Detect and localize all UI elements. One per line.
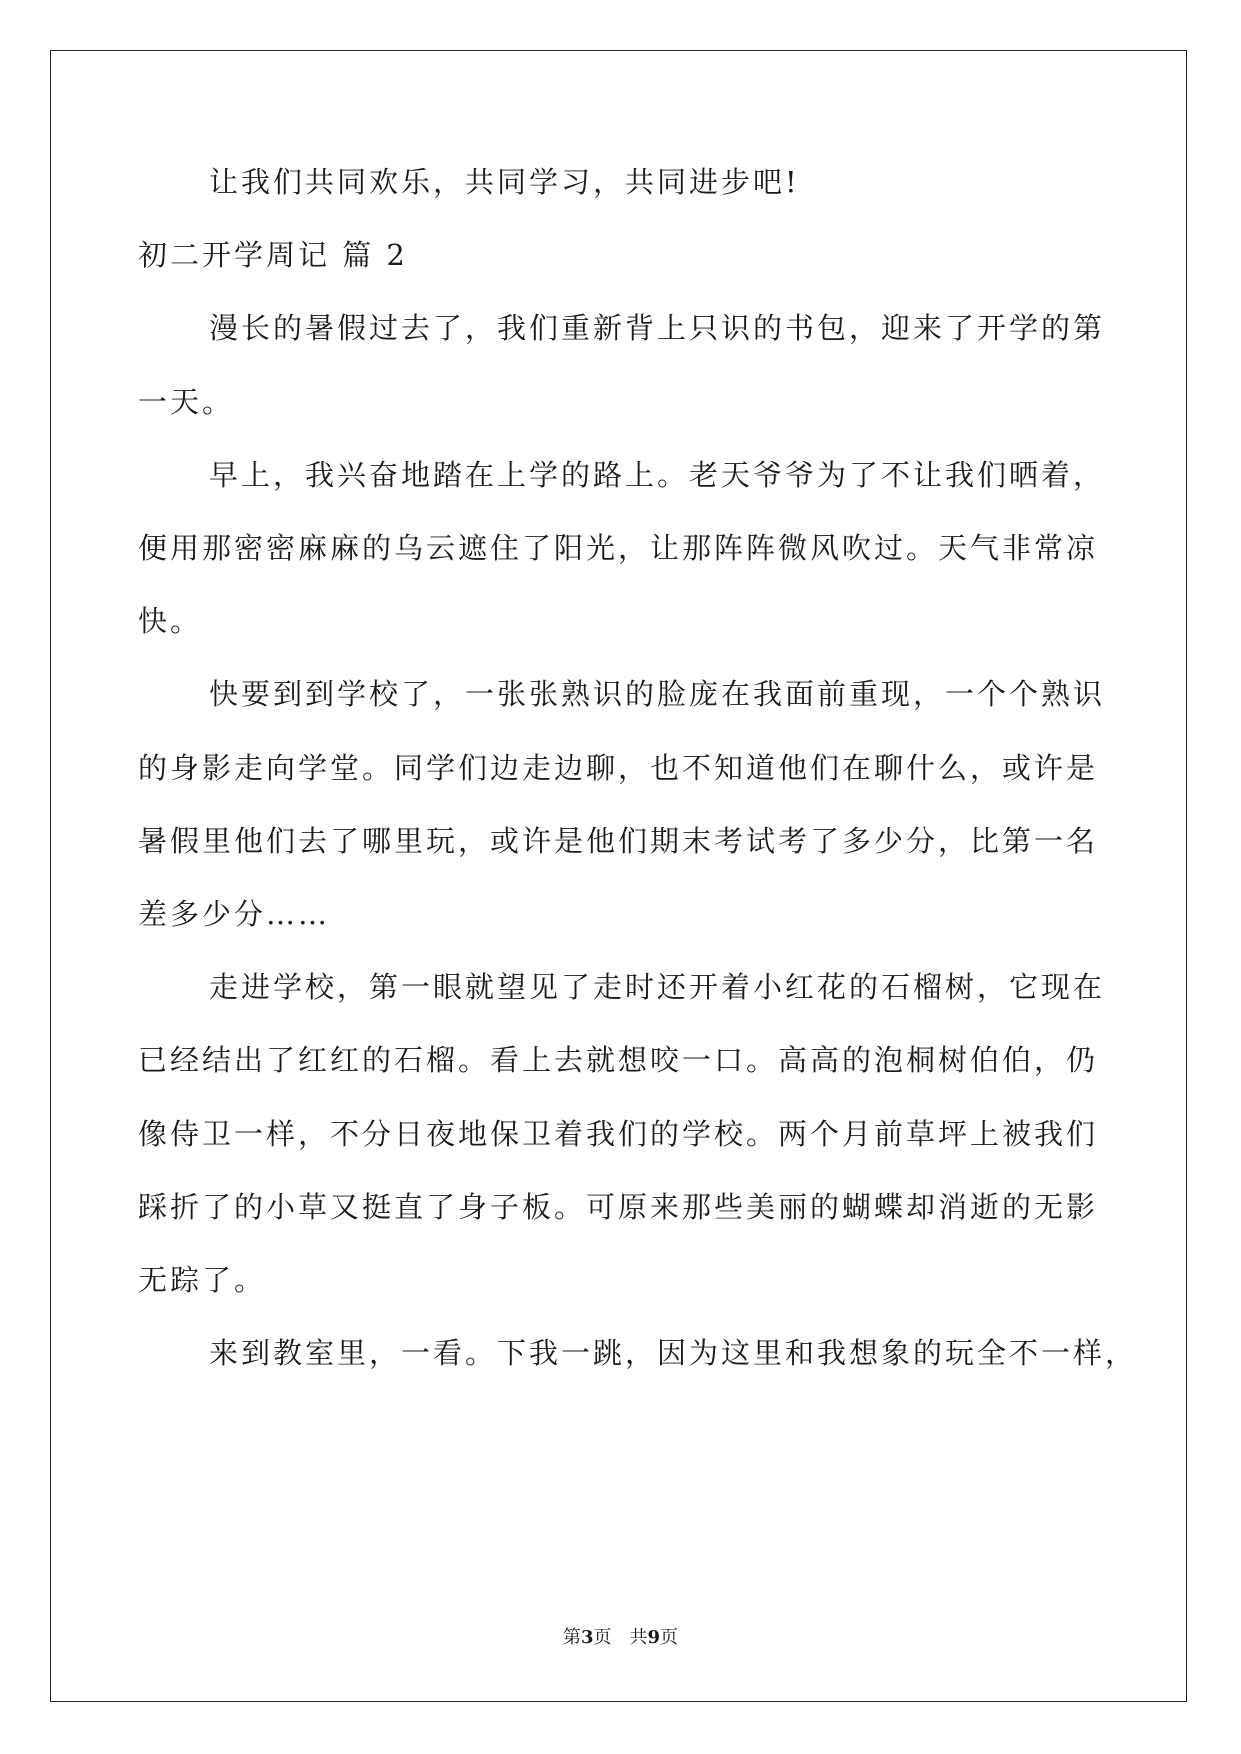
page-footer — [0, 1626, 1241, 1650]
current-page-number: 3 — [580, 1627, 594, 1648]
paragraph-line: 初二开学周记 篇 2 — [138, 238, 408, 273]
paragraph-line: 已经结出了红红的石榴。看上去就想咬一口。高高的泡桐树伯伯，仍 — [138, 1043, 1099, 1078]
paragraph-first-line: 漫长的暑假过去了，我们重新背上只识的书包，迎来了开学的第 — [209, 311, 1106, 346]
paragraph-line: 差多少分…… — [138, 897, 331, 931]
paragraph-line: 的身影走向学堂。同学们边走边聊，也不知道他们在聊什么，或许是 — [138, 750, 1099, 785]
paragraph-first-line: 走进学校，第一眼就望见了走时还开着小红花的石榴树，它现在 — [209, 970, 1106, 1005]
paragraph-line: 暑假里他们去了哪里玩，或许是他们期末考试考了多少分，比第一名 — [138, 823, 1099, 858]
paragraph-line: 像侍卫一样，不分日夜地保卫着我们的学校。两个月前草坪上被我们 — [138, 1116, 1099, 1151]
page-border — [50, 50, 1187, 1702]
paragraph-line: 无踪了。 — [138, 1263, 267, 1297]
paragraph-first-line: 快要到到学校了，一张张熟识的脸庞在我面前重现，一个个熟识 — [209, 677, 1106, 712]
paragraph-line: 一天。 — [138, 384, 235, 419]
paragraph-first-line: 来到教室里，一看。下我一跳，因为这里和我想象的玩全不一样， — [209, 1336, 1138, 1371]
footer-prefix: 第 — [562, 1627, 581, 1648]
total-page-number: 9 — [647, 1627, 661, 1648]
footer-suffix: 页 — [660, 1627, 679, 1648]
paragraph-line: 快。 — [138, 604, 203, 639]
paragraph-line: 踩折了的小草又挺直了身子板。可原来那些美丽的蝴蝶却消逝的无影 — [138, 1189, 1099, 1224]
footer-mid: 页 共 — [593, 1627, 648, 1648]
paragraph-line: 便用那密密麻麻的乌云遮住了阳光，让那阵阵微风吹过。天气非常凉 — [138, 531, 1099, 565]
paragraph-first-line: 让我们共同欢乐，共同学习，共同进步吧! — [209, 165, 800, 199]
paragraph-first-line: 早上，我兴奋地踏在上学的路上。老天爷爷为了不让我们晒着， — [209, 457, 1106, 492]
